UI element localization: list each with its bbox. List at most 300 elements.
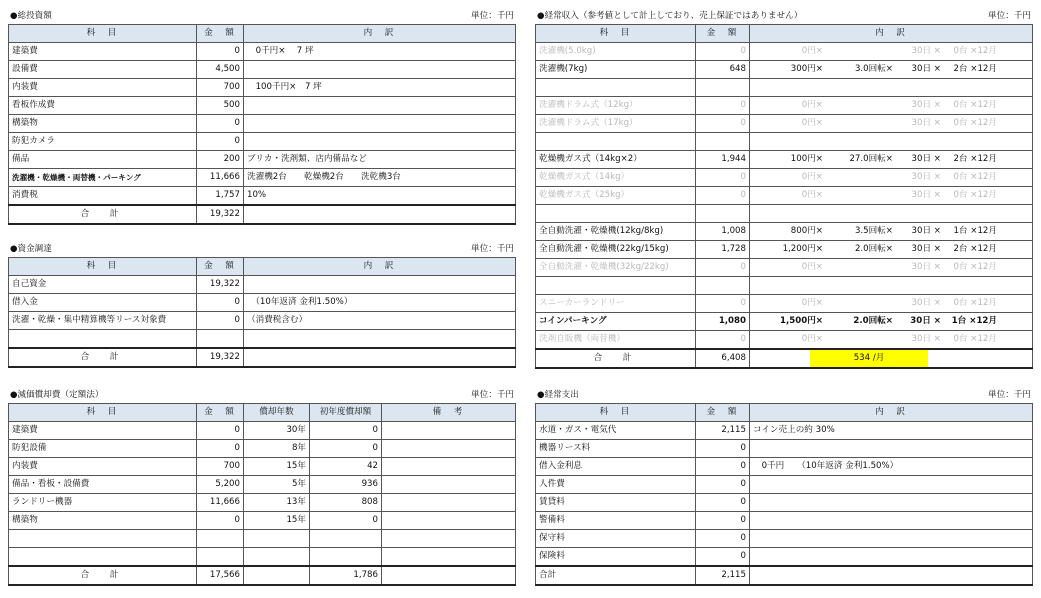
days: 30日 × [911,100,941,110]
row-amount: 200 [197,151,244,169]
row-amount: 0 [197,43,244,61]
row-amount: 700 [197,458,244,476]
row-detail: 10% [244,187,516,206]
row-amount: 11,666 [197,169,244,187]
row-label: 洗濯機ドラム式（17kg） [536,115,696,133]
row-amount: 0 [696,530,750,548]
row-detail [750,43,1033,61]
unit-price: 0円× [801,100,823,110]
units-months: 0台 ×12月 [953,172,997,182]
days: 30日 × [911,334,941,344]
unit-label: 単位：千円 [988,11,1031,21]
units-months: 0台 ×12月 [953,118,997,128]
row-detail [244,61,516,79]
recurring-income-section [535,8,1033,369]
unit-price: 100円× [790,154,823,164]
row-amount: 4,500 [197,61,244,79]
row-amount: 0 [696,458,750,476]
depreciation-table [8,403,516,586]
row-first-year-dep: 0 [310,512,382,530]
row-detail: 0千円 （10年返済 金利1.50%） [750,458,1033,476]
row-label: 自己資金 [9,276,197,294]
row-amount [197,548,244,567]
row-detail [750,133,1033,151]
col-header-amount: 金 額 [696,25,750,43]
total-row [536,566,1033,585]
total-label: 合 計 [9,566,197,585]
row-amount: 0 [696,440,750,458]
row-detail [750,440,1033,458]
col-header-detail: 内 訳 [750,25,1033,43]
days: 30日 × [911,118,941,128]
row-label: 設備費 [9,61,197,79]
total-label: 合 計 [536,349,696,368]
table-row [9,440,516,458]
row-amount: 0 [197,312,244,330]
row-remarks [382,440,516,458]
row-label: 建築費 [9,43,197,61]
row-detail [244,97,516,115]
col-header-first-year-dep: 初年度償却額 [310,404,382,422]
row-detail: 100千円× 7 坪 [244,79,516,97]
col-header-item: 科 目 [536,25,696,43]
funding-table [8,257,516,368]
row-detail [750,169,1033,187]
table-row [9,476,516,494]
income-table [535,24,1033,369]
row-detail [750,61,1033,79]
row-years: 30年 [244,422,310,440]
row-remarks [382,476,516,494]
total-label: 合計 [536,566,696,585]
units-months: 0台 ×12月 [953,298,997,308]
table-row [9,530,516,548]
row-label [9,548,197,567]
row-detail [750,187,1033,205]
total-amount: 6,408 [696,349,750,368]
total-row [9,566,516,585]
row-amount: 11,666 [197,494,244,512]
units-months: 0台 ×12月 [953,46,997,56]
section-header [8,241,516,257]
table-row [9,548,516,567]
section-title: ●総投資額 [10,11,52,21]
row-detail [750,205,1033,223]
row-detail [750,512,1033,530]
table-row [536,313,1033,331]
unit-price: 800円× [790,226,823,236]
row-amount: 0 [197,294,244,312]
row-remarks [382,512,516,530]
row-label: 人件費 [536,476,696,494]
row-detail [750,548,1033,567]
row-detail [750,331,1033,350]
row-label: 保険料 [536,548,696,567]
table-row [536,187,1033,205]
unit-price: 1,500円× [780,316,823,326]
days: 30日 × [911,244,941,254]
expense-table [535,403,1033,586]
row-amount: 0 [696,331,750,350]
row-label: 機器リース料 [536,440,696,458]
unit-price: 0円× [801,172,823,182]
col-header-item: 科 目 [9,404,197,422]
row-label: 警備料 [536,512,696,530]
table-row [536,115,1033,133]
unit-price: 0円× [801,118,823,128]
row-amount [696,79,750,97]
row-years [244,548,310,567]
days: 30日 × [911,172,941,182]
days: 30日 × [911,226,941,236]
row-label [9,530,197,548]
row-amount: 0 [696,43,750,61]
days: 30日 × [911,298,941,308]
row-amount: 700 [197,79,244,97]
table-row [9,151,516,169]
unit-label: 単位：千円 [471,11,514,21]
row-amount: 0 [696,187,750,205]
row-label: ランドリー機器 [9,494,197,512]
total-label: 合 計 [9,348,197,367]
row-amount: 1,757 [197,187,244,206]
turnover-rate: 2.0回転× [853,316,893,326]
col-header-item: 科 目 [9,258,197,276]
row-detail [750,115,1033,133]
row-first-year-dep: 42 [310,458,382,476]
row-amount: 0 [197,512,244,530]
table-row [9,312,516,330]
row-label [536,133,696,151]
row-detail: （消費税含む） [244,312,516,330]
units-months: 0台 ×12月 [953,334,997,344]
row-label: 洗剤自販機（両替機） [536,331,696,350]
section-header [8,387,516,403]
row-first-year-dep [310,548,382,567]
unit-price: 0円× [801,46,823,56]
row-detail [750,277,1033,295]
row-amount: 500 [197,97,244,115]
table-row [536,422,1033,440]
table-row [536,151,1033,169]
table-row [9,458,516,476]
total-row [536,349,1033,368]
row-label [536,79,696,97]
row-years: 15年 [244,458,310,476]
row-remarks [382,458,516,476]
row-detail [750,313,1033,331]
row-first-year-dep [310,530,382,548]
table-row [536,43,1033,61]
row-label: 保守料 [536,530,696,548]
row-label: 構築物 [9,115,197,133]
units-months: 0台 ×12月 [953,100,997,110]
table-row [9,330,516,349]
row-amount: 0 [696,169,750,187]
monthly-income-highlight: 534 /月 [810,350,928,367]
row-amount: 0 [696,259,750,277]
table-row [9,43,516,61]
table-row [536,97,1033,115]
table-row [9,187,516,206]
recurring-expense-section [535,387,1033,586]
units-months: 2台 ×12月 [953,64,997,74]
table-row [9,294,516,312]
row-detail [750,97,1033,115]
row-label: 備品・看板・設備費 [9,476,197,494]
investment-table [8,24,516,225]
row-detail [750,494,1033,512]
table-row [9,61,516,79]
table-row [536,494,1033,512]
row-amount [197,530,244,548]
row-amount: 1,728 [696,241,750,259]
total-first-year-dep: 1,786 [310,566,382,585]
col-header-item: 科 目 [536,404,696,422]
row-amount: 0 [696,295,750,313]
table-row [536,476,1033,494]
funding-section [8,241,516,368]
row-label: 洗濯機・乾燥機・両替機・パーキング [9,169,197,187]
row-label: 建築費 [9,422,197,440]
depreciation-section [8,387,516,586]
turnover-rate: 27.0回転× [849,154,893,164]
days: 30日 × [910,316,941,326]
units-months: 0台 ×12月 [953,262,997,272]
row-amount: 2,115 [696,422,750,440]
col-header-years: 償却年数 [244,404,310,422]
turnover-rate: 3.5回転× [854,226,893,236]
row-label: 洗濯機(7kg) [536,61,696,79]
row-detail [750,295,1033,313]
units-months: 2台 ×12月 [953,244,997,254]
table-row [536,79,1033,97]
row-label: 乾燥機ガス式（14kg×2） [536,151,696,169]
row-label: 洗濯・乾燥・集中精算機等リース対象費 [9,312,197,330]
row-label: 全自動洗濯・乾燥機(22kg/15kg) [536,241,696,259]
row-amount: 0 [696,512,750,530]
days: 30日 × [911,262,941,272]
row-detail [750,79,1033,97]
row-first-year-dep: 936 [310,476,382,494]
table-row [536,458,1033,476]
col-header-amount: 金 額 [197,258,244,276]
row-amount: 19,322 [197,276,244,294]
row-remarks [382,422,516,440]
row-amount: 0 [197,440,244,458]
row-label: 全自動洗濯・乾燥機(32kg/22kg) [536,259,696,277]
row-years: 15年 [244,512,310,530]
col-header-amount: 金 額 [197,25,244,43]
row-amount: 1,008 [696,223,750,241]
row-label: コインパーキング [536,313,696,331]
col-header-detail: 内 訳 [750,404,1033,422]
table-row [536,331,1033,350]
row-detail [750,259,1033,277]
table-row [536,133,1033,151]
section-header [535,387,1033,403]
row-years: 13年 [244,494,310,512]
days: 30日 × [911,46,941,56]
row-label: 内装費 [9,79,197,97]
row-amount: 1,080 [696,313,750,331]
row-label: 借入金利息 [536,458,696,476]
row-first-year-dep: 0 [310,440,382,458]
row-detail [750,151,1033,169]
total-investment-section [8,8,516,225]
col-header-detail: 内 訳 [244,25,516,43]
col-header-item: 科 目 [9,25,197,43]
row-detail: ブリカ・洗剤類、店内備品など [244,151,516,169]
row-years: 5年 [244,476,310,494]
row-label: 水道・ガス・電気代 [536,422,696,440]
unit-price: 0円× [801,190,823,200]
row-label: 防犯カメラ [9,133,197,151]
table-row [536,205,1033,223]
row-detail [750,241,1033,259]
row-first-year-dep: 0 [310,422,382,440]
unit-price: 0円× [801,298,823,308]
total-row [9,205,516,224]
table-row [536,512,1033,530]
row-label: 借入金 [9,294,197,312]
table-row [536,295,1033,313]
row-label: 洗濯機(5.0kg) [536,43,696,61]
row-amount: 0 [197,422,244,440]
row-detail [244,330,516,349]
table-row [536,548,1033,567]
table-row [9,276,516,294]
table-row [9,97,516,115]
unit-label: 単位：千円 [988,390,1031,400]
row-remarks [382,494,516,512]
row-label: 構築物 [9,512,197,530]
row-label: スニーカーランドリー [536,295,696,313]
table-row [536,259,1033,277]
row-amount [696,133,750,151]
row-amount: 0 [696,97,750,115]
row-detail [244,276,516,294]
table-row [536,440,1033,458]
table-row [536,277,1033,295]
col-header-remarks: 備 考 [382,404,516,422]
section-title: ●減価償却費（定額法） [10,390,104,400]
row-label [536,277,696,295]
days: 30日 × [911,154,941,164]
row-amount [197,330,244,349]
unit-price: 300円× [790,64,823,74]
row-label: 防犯設備 [9,440,197,458]
row-detail [244,115,516,133]
col-header-amount: 金 額 [197,404,244,422]
table-row [9,115,516,133]
row-remarks [382,548,516,567]
units-months: 2台 ×12月 [953,154,997,164]
row-detail [750,223,1033,241]
row-detail [750,530,1033,548]
unit-label: 単位：千円 [471,244,514,254]
row-years [244,530,310,548]
row-detail: 0千円× 7 坪 [244,43,516,61]
col-header-amount: 金 額 [696,404,750,422]
table-row [9,494,516,512]
table-row [536,169,1033,187]
row-label [536,205,696,223]
row-amount: 1,944 [696,151,750,169]
row-amount: 5,200 [197,476,244,494]
row-first-year-dep: 808 [310,494,382,512]
row-amount [696,205,750,223]
unit-price: 0円× [801,262,823,272]
row-amount: 0 [696,548,750,567]
row-label [9,330,197,349]
total-amount: 17,566 [197,566,244,585]
section-title: ●経常収入（参考値として計上しており、売上保証ではありません） [537,11,803,21]
row-label: 乾燥機ガス式（25kg） [536,187,696,205]
row-label: 内装費 [9,458,197,476]
unit-label: 単位：千円 [471,390,514,400]
row-detail [750,476,1033,494]
turnover-rate: 3.0回転× [854,64,893,74]
table-row [9,169,516,187]
row-amount: 0 [197,115,244,133]
table-row [9,422,516,440]
row-label: 備品 [9,151,197,169]
row-remarks [382,530,516,548]
col-header-detail: 内 訳 [244,258,516,276]
section-header [535,8,1033,24]
days: 30日 × [911,190,941,200]
table-row [9,133,516,151]
section-title: ●資金調達 [10,244,52,254]
row-label: 消費税 [9,187,197,206]
table-row [9,79,516,97]
table-row [536,241,1033,259]
units-months: 0台 ×12月 [953,190,997,200]
total-row [9,348,516,367]
total-amount: 19,322 [197,348,244,367]
units-months: 1台 ×12月 [953,226,997,236]
row-detail: コイン売上の約 30% [750,422,1033,440]
section-title: ●経常支出 [537,390,579,400]
total-label: 合 計 [9,205,197,224]
row-amount: 0 [696,115,750,133]
row-amount: 648 [696,61,750,79]
row-detail [244,133,516,151]
table-row [536,61,1033,79]
row-label: 看板作成費 [9,97,197,115]
row-years: 8年 [244,440,310,458]
row-label: 賃貸料 [536,494,696,512]
row-amount [696,277,750,295]
units-months: 1台 ×12月 [951,316,997,326]
row-amount: 0 [696,476,750,494]
table-row [536,223,1033,241]
unit-price: 1,200円× [782,244,823,254]
row-amount: 0 [197,133,244,151]
row-label: 乾燥機ガス式（14kg） [536,169,696,187]
total-amount: 19,322 [197,205,244,224]
table-row [9,512,516,530]
row-detail: （10年返済 金利1.50%） [244,294,516,312]
days: 30日 × [911,64,941,74]
table-row [536,530,1033,548]
row-detail: 洗濯機2台 乾燥機2台 洗乾機3台 [244,169,516,187]
section-header [8,8,516,24]
row-label: 全自動洗濯・乾燥機(12kg/8kg) [536,223,696,241]
row-label: 洗濯機ドラム式（12kg） [536,97,696,115]
row-amount: 0 [696,494,750,512]
